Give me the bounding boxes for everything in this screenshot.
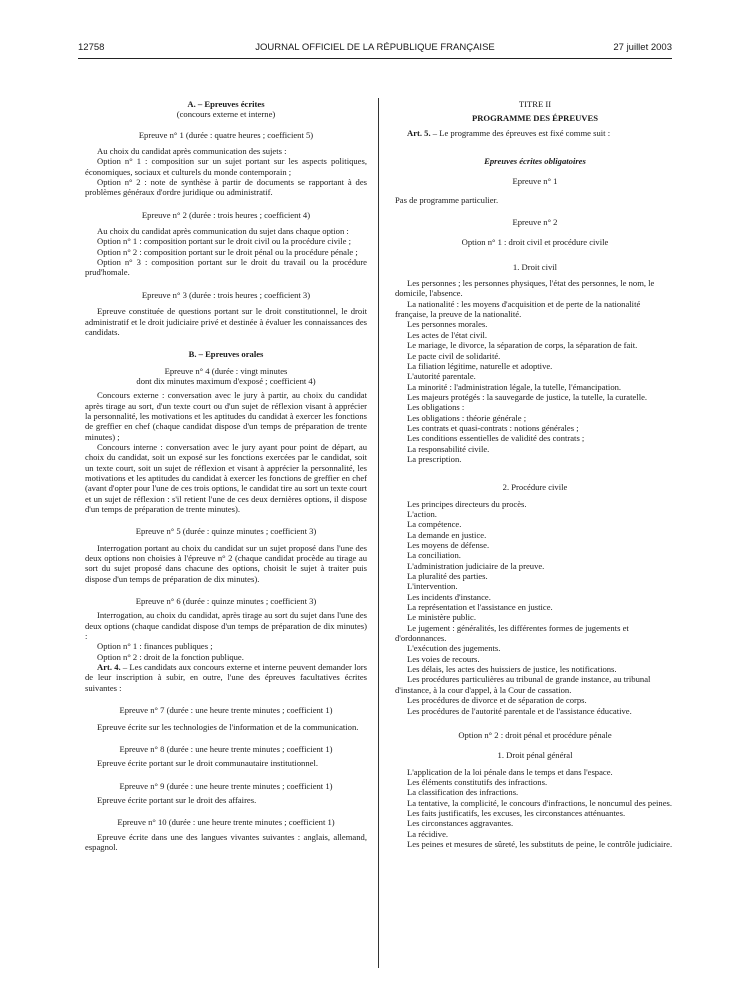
list-item: Les personnes morales. [407, 319, 488, 330]
list-item: Les moyens de défense. [407, 540, 490, 550]
epreuve-8-heading: Epreuve n° 8 (durée : une heure trente minutes ; coefficient 1) [119, 743, 333, 754]
programme-heading: PROGRAMME DES ÉPREUVES [471, 113, 599, 124]
list-item: Les obligations : [407, 402, 465, 413]
paragraph: Option n° 1 : composition sur un sujet portant sur les aspects politiques, économiques, sociaux et culturels du monde contemporain ; [85, 156, 367, 177]
paragraph: Concours externe : conversation avec le jury à partir, au choix du candidat après tirage au sort, d'un texte court ou d'un sujet de réflexion visant à apprécier la personnalité, les motivations et les aptitudes du candidat à exercer les fonctions de greffier en chef (chaque candidat dispose d'un temps de préparation de trente minutes) ; [85, 390, 367, 442]
header-rule [78, 58, 672, 59]
publication-date: 27 juillet 2003 [613, 42, 672, 53]
list-item: Les voies de recours. [407, 653, 480, 664]
list-item: Les circonstances aggravantes. [407, 818, 514, 829]
page-number: 12758 [78, 42, 105, 53]
paragraph: Epreuve constituée de questions portant sur le droit constitutionnel, le droit administratif et le droit judiciaire privé et destinée à évaluer les connaissances des candidats. [85, 306, 367, 337]
article-4 [85, 662, 367, 693]
list-item: La prescription. [407, 453, 462, 464]
list-item: La compétence. [407, 519, 462, 530]
list-item: La tentative, la complicité, le concours d'infractions, le noncumul des peines. [407, 797, 673, 808]
right-column [395, 99, 675, 849]
paragraph: Option n° 3 : composition portant sur le droit du travail ou la procédure prud'homale. [85, 257, 367, 278]
paragraph: Pas de programme particulier. [395, 194, 499, 205]
droit-penal-heading: 1. Droit pénal général [497, 750, 573, 761]
epreuve-1-heading: Epreuve n° 1 (durée : quatre heures ; coefficient 5) [138, 129, 314, 140]
list-item: La représentation et l'assistance en justice. [407, 602, 553, 613]
paragraph: Concours interne : conversation avec le jury ayant pour point de départ, au choix du candidat, soit un exposé sur les fonctions exercées par le candidat, soit un texte court, soit un sujet de réflexion et visant à apprécier la personnalité, les motivations et les aptitudes du candidat à exercer les fonctions de greffier en chef (avant d'opter pour l'une de ces trois options, le candidat tire au sort un texte court et un sujet de réflexion : s'il retient l'une de ces deux dernières options, il dispose d'un temps de préparation de trente minutes). [85, 441, 367, 514]
paragraph: Option n° 2 : droit de la fonction publique. [97, 651, 244, 662]
epreuve-4-heading-line2: dont dix minutes maximum d'exposé ; coefficient 4) [136, 375, 316, 386]
list-item: L'action. [407, 508, 437, 519]
list-item: Les incidents d'instance. [407, 591, 491, 602]
list-item: La classification des infractions. [407, 787, 519, 798]
paragraph: Interrogation portant au choix du candidat sur un sujet proposé dans l'une des deux options non choisies à l'épreuve n° 2 (chaque candidat procède au tirage au sort du sujet proposé dans chacune des options, choisit le sujet à traiter puis dispose d'un temps de préparation de dix minutes). [85, 542, 367, 584]
list-item: Les personnes ; les personnes physiques, l'état des personnes, le nom, le domicile, l'absence. [395, 278, 655, 299]
paragraph: Epreuve écrite portant sur le droit communautaire institutionnel. [97, 758, 318, 769]
list-item: Le mariage, le divorce, la séparation de corps, la séparation de fait. [407, 340, 638, 351]
list-item: L'administration judiciaire de la preuve. [407, 560, 545, 571]
list-item: La récidive. [407, 828, 449, 839]
list-item: Les obligations : théorie générale ; [407, 412, 527, 423]
paragraph: Au choix du candidat après communication des sujets : [97, 146, 287, 157]
journal-title: JOURNAL OFFICIEL DE LA RÉPUBLIQUE FRANÇAISE [255, 42, 495, 53]
list-item: La filiation légitime, naturelle et adoptive. [407, 360, 553, 371]
epreuve-6-heading: Epreuve n° 6 (durée : quinze minutes ; coefficient 3) [135, 596, 317, 607]
list-item: L'exécution des jugements. [407, 643, 501, 654]
list-item: La responsabilité civile. [407, 443, 490, 454]
article-5 [395, 128, 675, 138]
list-item: La conciliation. [407, 550, 461, 561]
option-2-heading: Option n° 2 : droit pénal et procédure pénale [458, 729, 612, 740]
paragraph: Epreuve écrite sur les technologies de l'information et de la communication. [97, 721, 359, 732]
column-divider [378, 98, 379, 968]
paragraph: Interrogation, au choix du candidat, après tirage au sort du sujet dans l'une des deux options (chaque candidat dispose d'un temps de préparation de dix minutes) : [85, 610, 367, 642]
list-item: Les principes directeurs du procès. [407, 498, 527, 509]
list-item: Le pacte civil de solidarité. [407, 350, 501, 361]
list-item: Les conditions essentielles de validité des contrats ; [407, 433, 585, 444]
paragraph: Epreuve écrite dans une des langues vivantes suivantes : anglais, allemand, espagnol. [85, 831, 367, 852]
list-item: Les éléments constitutifs des infractions. [407, 776, 548, 787]
epreuve-3-heading: Epreuve n° 3 (durée : trois heures ; coefficient 3) [141, 289, 311, 300]
obligatoires-heading: Epreuves écrites obligatoires [484, 156, 586, 167]
list-item: Les actes de l'état civil. [407, 329, 488, 340]
list-item: Les majeurs protégés : la sauvegarde de justice, la tutelle, la curatelle. [407, 391, 648, 402]
article-5-text: – Le programme des épreuves est fixé comme suit : [430, 127, 611, 138]
paragraph: Epreuve écrite portant sur le droit des affaires. [97, 794, 257, 805]
droit-civil-heading: 1. Droit civil [512, 261, 558, 272]
epreuve-9-heading: Epreuve n° 9 (durée : une heure trente minutes ; coefficient 1) [119, 780, 333, 791]
list-item: Les délais, les actes des huissiers de justice, les notifications. [407, 664, 617, 675]
list-item: L'intervention. [407, 581, 458, 592]
epreuve-7-heading: Epreuve n° 7 (durée : une heure trente minutes ; coefficient 1) [119, 705, 333, 716]
section-b-title: B. – Epreuves orales [188, 349, 264, 360]
paragraph: Option n° 1 : finances publiques ; [97, 641, 213, 652]
droit-civil-list [395, 278, 675, 464]
section-a-subtitle: (concours externe et interne) [176, 109, 276, 120]
droit-penal-list [395, 767, 675, 850]
option-1-heading: Option n° 1 : droit civil et procédure civile [461, 237, 609, 248]
programme-epreuve-2-heading: Epreuve n° 2 [512, 217, 558, 228]
list-item: La nationalité : les moyens d'acquisition et de perte de la nationalité française, la preuve de la nationalité. [395, 298, 641, 320]
article-5-label: Art. 5. [407, 127, 431, 138]
list-item: Les contrats et quasi-contrats : notions générales ; [407, 422, 579, 433]
list-item: La demande en justice. [407, 529, 487, 540]
paragraph: Option n° 2 : composition portant sur le droit pénal ou la procédure pénale ; [97, 246, 358, 257]
programme-epreuve-1-heading: Epreuve n° 1 [512, 176, 558, 187]
page-header [78, 42, 672, 56]
left-column [85, 99, 367, 852]
section-a-title: A. – Epreuves écrites [187, 99, 265, 109]
list-item: Le ministère public. [407, 612, 476, 623]
article-4-text: – Les candidats aux concours externe et interne peuvent demander lors de leur inscription à subir, en outre, l'une des épreuves facultatives écrites suivantes : [85, 662, 368, 693]
list-item: L'autorité parentale. [407, 371, 476, 382]
epreuve-4-heading: Epreuve n° 4 (durée : vingt minutes [164, 365, 288, 376]
procedure-civile-list [395, 499, 675, 716]
titre-heading: TITRE II [518, 99, 552, 109]
list-item: Le jugement : généralités, les différentes formes de jugements et d'ordonnances. [395, 622, 629, 644]
list-item: Les peines et mesures de sûreté, les substituts de peine, le contrôle judiciaire. [407, 838, 673, 849]
epreuve-2-heading: Epreuve n° 2 (durée : trois heures ; coefficient 4) [141, 209, 311, 220]
paragraph: Option n° 2 : note de synthèse à partir de documents se rapportant à des problèmes généraux d'ordre juridique ou administratif. [85, 177, 367, 198]
paragraph: Au choix du candidat après communication du sujet dans chaque option : [97, 226, 349, 237]
list-item: Les faits justificatifs, les excuses, les circonstances atténuantes. [407, 807, 626, 818]
epreuve-10-heading: Epreuve n° 10 (durée : une heure trente minutes ; coefficient 1) [117, 817, 335, 828]
paragraph: Option n° 1 : composition portant sur le droit civil ou la procédure civile ; [97, 236, 352, 247]
procedure-civile-heading: 2. Procédure civile [502, 482, 568, 493]
list-item: La minorité : l'administration légale, la tutelle, l'émancipation. [407, 381, 622, 392]
epreuve-5-heading: Epreuve n° 5 (durée : quinze minutes ; coefficient 3) [135, 526, 317, 537]
article-4-label: Art. 4. [97, 662, 121, 673]
list-item: Les procédures particulières au tribunal de grande instance, au tribunal d'instance, à la cour d'appel, à la Cour de cassation. [395, 674, 651, 695]
list-item: Les procédures de l'autorité parentale et de l'assistance éducative. [407, 705, 632, 716]
list-item: L'application de la loi pénale dans le temps et dans l'espace. [407, 766, 613, 777]
list-item: La pluralité des parties. [407, 571, 488, 582]
list-item: Les procédures de divorce et de séparation de corps. [407, 695, 587, 706]
